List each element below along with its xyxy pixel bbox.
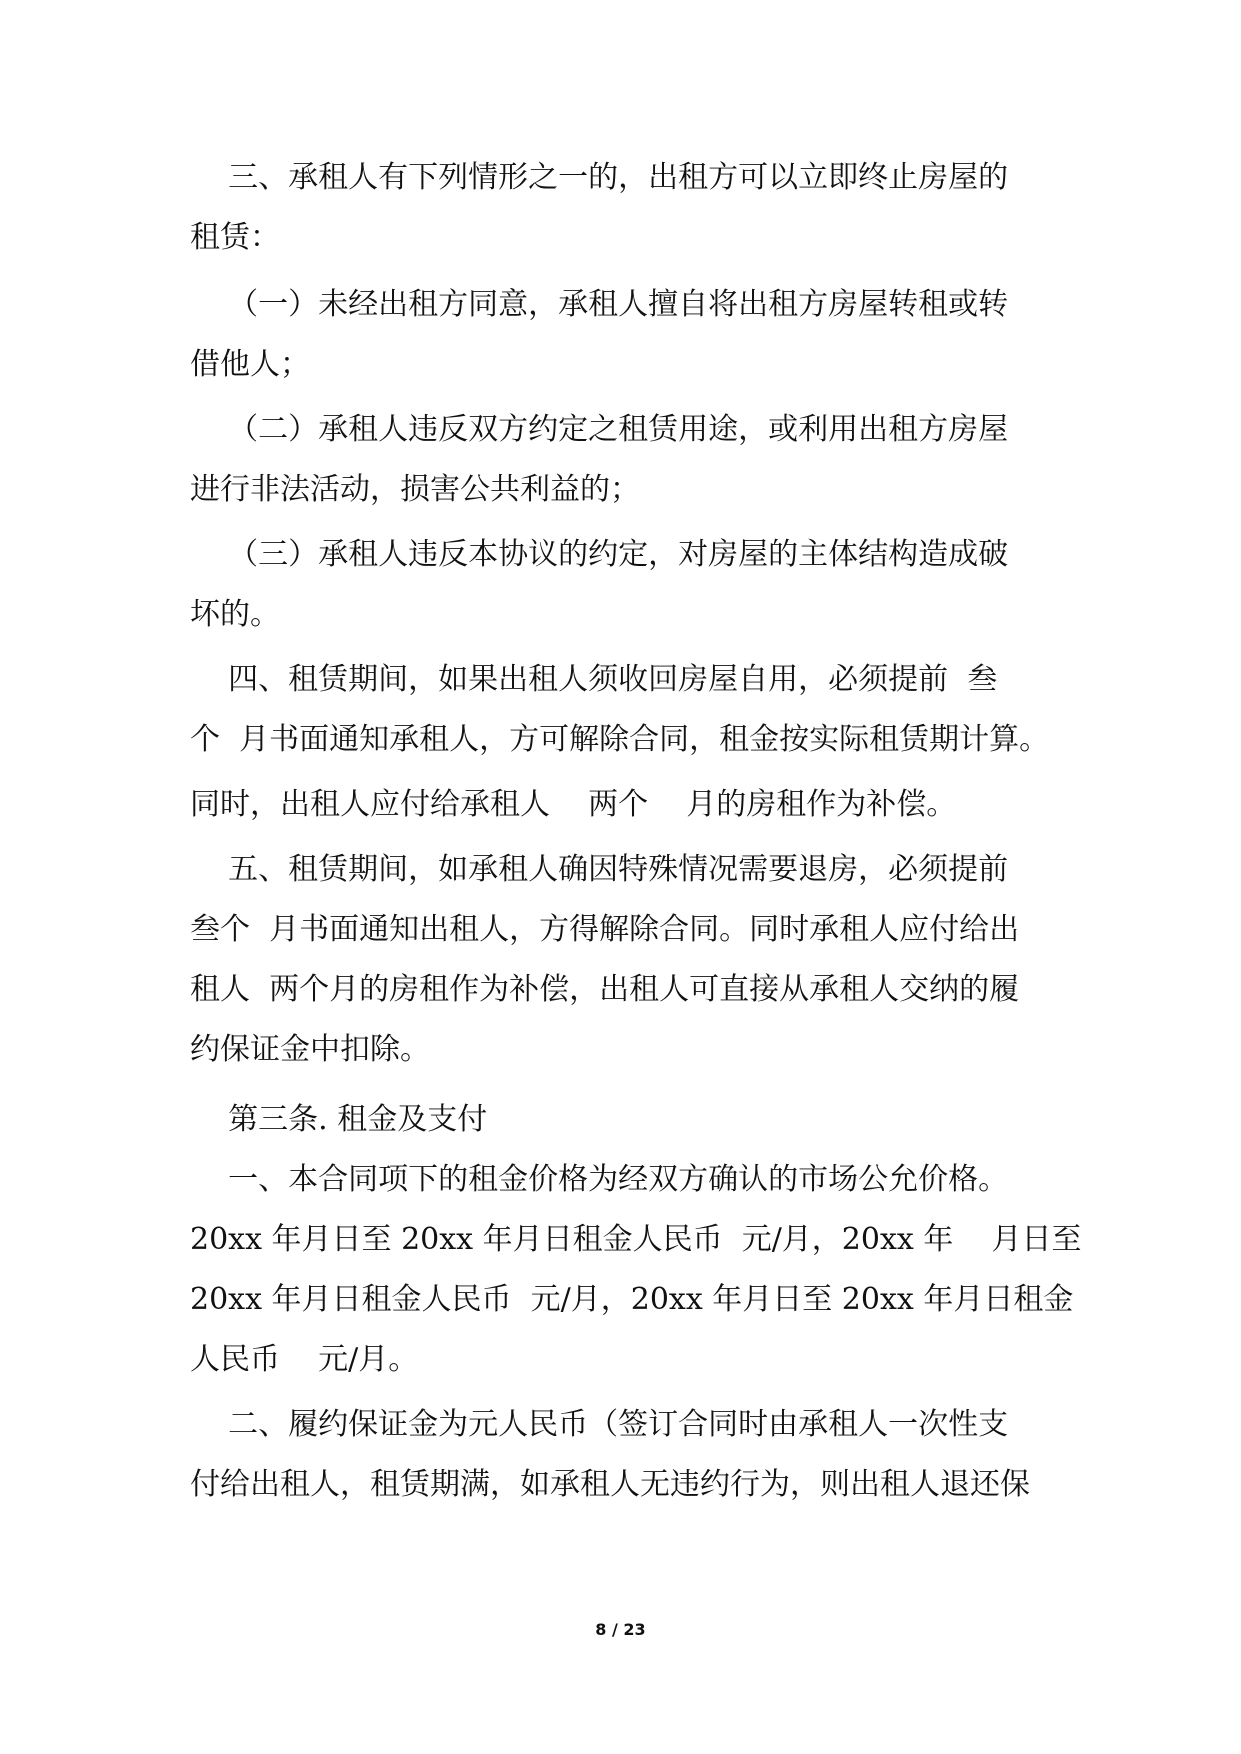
text-line: （二）承租人违反双方约定之租赁用途，或利用出租方房屋 [190, 412, 1009, 447]
text-line: 人民币 元/月。 [190, 1342, 419, 1377]
text-line: 付给出租人，租赁期满，如承租人无违约行为，则出租人退还保 [190, 1467, 1030, 1502]
text-line: 租人 两个月的房租作为补偿，出租人可直接从承租人交纳的履 [190, 972, 1020, 1007]
text-line: 叁个 月书面通知出租人，方得解除合同。同时承租人应付给出 [190, 912, 1020, 947]
text-line: 20xx 年月日租金人民币 元/月，20xx 年月日至 20xx 年月日租金 [190, 1282, 1074, 1317]
text-line: 借他人； [190, 347, 310, 382]
text-line: （三）承租人违反本协议的约定，对房屋的主体结构造成破 [190, 537, 1009, 572]
text-line: 约保证金中扣除。 [190, 1032, 430, 1067]
page-number: 8 / 23 [595, 1620, 646, 1639]
text-line: （一）未经出租方同意，承租人擅自将出租方房屋转租或转 [190, 287, 1009, 322]
text-line: 三、承租人有下列情形之一的，出租方可以立即终止房屋的 [190, 160, 1009, 195]
text-line: 四、租赁期间，如果出租人须收回房屋自用，必须提前 叁 [190, 662, 998, 697]
text-line: 坏的。 [190, 597, 280, 632]
text-line: 五、租赁期间，如承租人确因特殊情况需要退房，必须提前 [190, 852, 1009, 887]
text-line: 一、本合同项下的租金价格为经双方确认的市场公允价格。 [190, 1162, 1009, 1197]
text-line: 20xx 年月日至 20xx 年月日租金人民币 元/月，20xx 年 月日至 [190, 1222, 1082, 1257]
text-line: 二、履约保证金为元人民币（签订合同时由承租人一次性支 [190, 1407, 1009, 1442]
text-line: 同时，出租人应付给承租人 两个 月的房租作为补偿。 [190, 787, 957, 822]
text-line: 第三条. 租金及支付 [190, 1102, 488, 1137]
text-line: 个 月书面通知承租人，方可解除合同，租金按实际租赁期计算。 [190, 722, 1050, 757]
text-line: 租赁： [190, 220, 280, 255]
text-line: 进行非法活动，损害公共利益的； [190, 472, 640, 507]
